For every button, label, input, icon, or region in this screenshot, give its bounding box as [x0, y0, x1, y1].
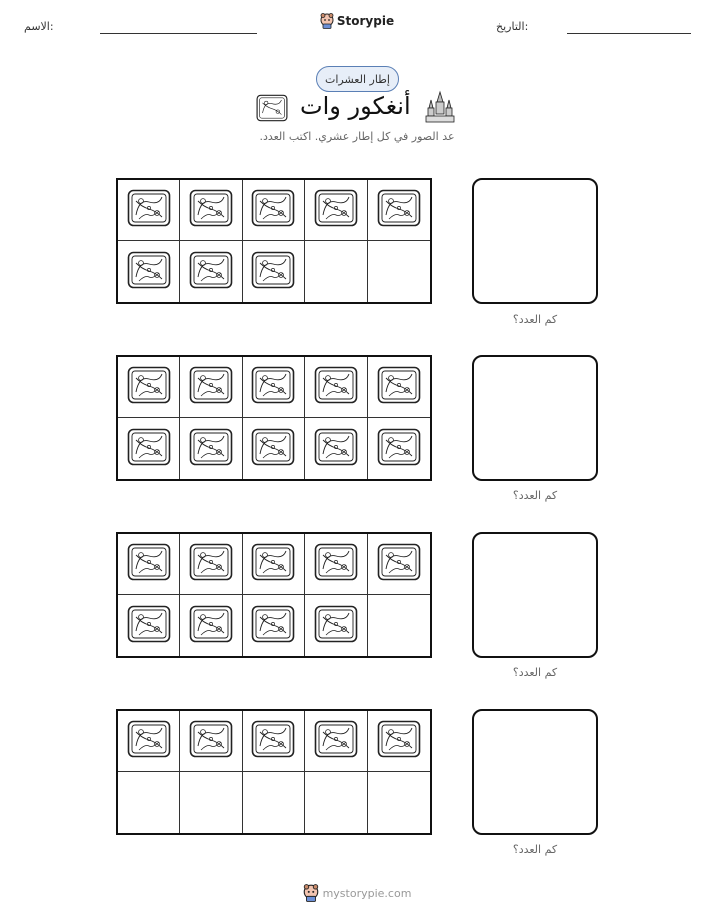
frame-cell [243, 180, 305, 241]
frame-cell [305, 418, 367, 479]
angkor-carving-icon [314, 189, 358, 231]
frame-cell [243, 772, 305, 833]
name-label: الاسم: [24, 20, 54, 33]
answer-box[interactable] [472, 709, 598, 835]
frame-cell [305, 595, 367, 656]
angkor-carving-icon [251, 543, 295, 585]
frame-cell [243, 534, 305, 595]
ten-frame [116, 355, 432, 481]
frame-cell [243, 711, 305, 772]
frame-cell [243, 241, 305, 302]
angkor-carving-icon [314, 366, 358, 408]
ten-frame [116, 709, 432, 835]
angkor-carving-icon [127, 543, 171, 585]
angkor-carving-icon [189, 428, 233, 470]
frame-cell [368, 180, 430, 241]
brand-logo [0, 13, 714, 29]
angkor-carving-icon [127, 428, 171, 470]
frame-cell [118, 772, 180, 833]
angkor-carving-icon [314, 428, 358, 470]
frame-cell [305, 357, 367, 418]
frame-cell [243, 418, 305, 479]
frame-cell [180, 595, 242, 656]
angkor-carving-icon [251, 720, 295, 762]
angkor-carving-icon [314, 720, 358, 762]
frame-cell [243, 357, 305, 418]
angkor-carving-icon [127, 251, 171, 293]
angkor-carving-icon [189, 720, 233, 762]
frame-cell [305, 772, 367, 833]
frame-cell [368, 772, 430, 833]
angkor-carving-icon [251, 366, 295, 408]
angkor-carving-icon [189, 605, 233, 647]
angkor-carving-icon [314, 605, 358, 647]
angkor-carving-icon [251, 428, 295, 470]
angkor-carving-icon [256, 94, 288, 126]
storypie-mascot-icon [303, 884, 319, 902]
answer-prompt: كم العدد؟ [512, 313, 558, 326]
frame-cell [368, 711, 430, 772]
angkor-carving-icon [314, 543, 358, 585]
frame-cell [118, 711, 180, 772]
angkor-carving-icon [251, 251, 295, 293]
angkor-carving-icon [127, 720, 171, 762]
brand-name: Storypie [336, 14, 395, 28]
frame-cell [243, 595, 305, 656]
angkor-temple-icon [424, 90, 456, 128]
frame-cell [180, 241, 242, 302]
angkor-carving-icon [189, 543, 233, 585]
answer-prompt: كم العدد؟ [512, 666, 558, 679]
frame-cell [305, 241, 367, 302]
footer-url: mystorypie.com [322, 886, 412, 900]
angkor-carving-icon [377, 366, 421, 408]
answer-box[interactable] [472, 532, 598, 658]
answer-prompt: كم العدد؟ [512, 843, 558, 856]
worksheet-tag: إطار العشرات [316, 66, 399, 92]
page-title: أنغكور وات [300, 92, 411, 120]
angkor-carving-icon [189, 189, 233, 231]
angkor-carving-icon [189, 251, 233, 293]
angkor-carving-icon [127, 189, 171, 231]
frame-cell [180, 357, 242, 418]
ten-frame [116, 532, 432, 658]
frame-cell [118, 241, 180, 302]
frame-cell [180, 534, 242, 595]
frame-cell [118, 595, 180, 656]
answer-box[interactable] [472, 178, 598, 304]
angkor-carving-icon [377, 543, 421, 585]
angkor-carving-icon [377, 428, 421, 470]
frame-cell [118, 180, 180, 241]
angkor-carving-icon [127, 366, 171, 408]
frame-cell [180, 180, 242, 241]
angkor-carving-icon [377, 189, 421, 231]
storypie-mascot-icon [320, 13, 334, 29]
frame-cell [368, 418, 430, 479]
date-label: التاريخ: [496, 20, 529, 33]
frame-cell [180, 711, 242, 772]
frame-cell [368, 357, 430, 418]
angkor-carving-icon [251, 189, 295, 231]
frame-cell [180, 418, 242, 479]
frame-cell [118, 418, 180, 479]
ten-frame [116, 178, 432, 304]
answer-box[interactable] [472, 355, 598, 481]
frame-cell [305, 711, 367, 772]
frame-cell [368, 241, 430, 302]
angkor-carving-icon [377, 720, 421, 762]
angkor-carving-icon [127, 605, 171, 647]
instructions: عد الصور في كل إطار عشري. اكتب العدد. [259, 130, 455, 143]
frame-cell [180, 772, 242, 833]
frame-cell [118, 357, 180, 418]
date-line[interactable] [567, 33, 691, 34]
angkor-carving-icon [251, 605, 295, 647]
angkor-carving-icon [189, 366, 233, 408]
name-line[interactable] [100, 33, 257, 34]
frame-cell [118, 534, 180, 595]
frame-cell [305, 180, 367, 241]
answer-prompt: كم العدد؟ [512, 489, 558, 502]
frame-cell [368, 534, 430, 595]
frame-cell [368, 595, 430, 656]
footer [0, 884, 714, 902]
frame-cell [305, 534, 367, 595]
